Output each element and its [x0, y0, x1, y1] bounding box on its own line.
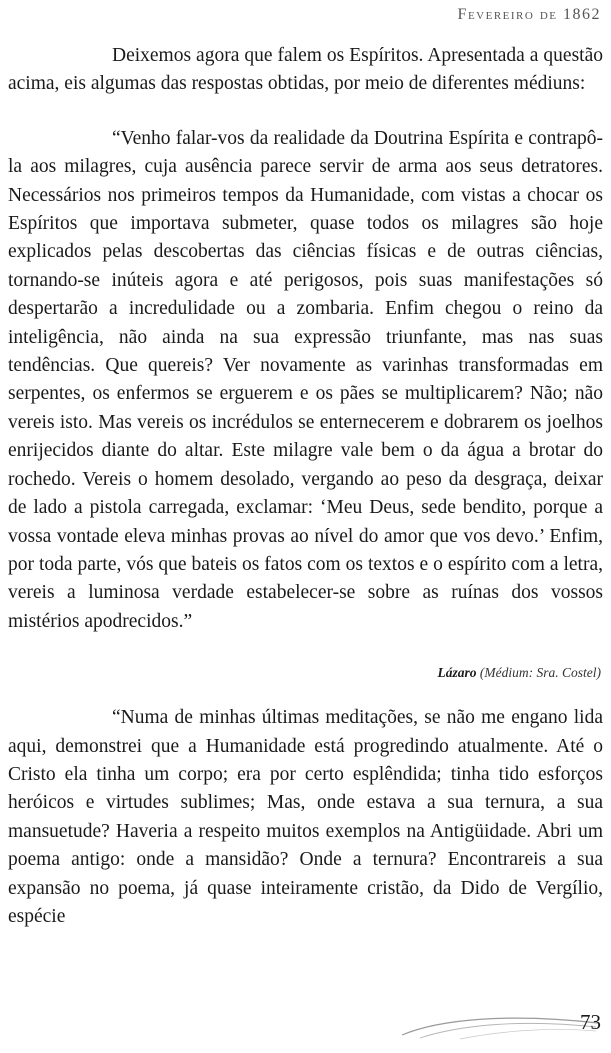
signature-line — [8, 662, 603, 684]
footer-swoosh-ornament — [400, 1005, 600, 1041]
paragraph-gap — [8, 684, 603, 704]
paragraph-gap — [8, 99, 603, 125]
quote-paragraph-2: “Numa de minhas últimas meditações, se não me engano lida aqui, demonstrei que a Humanidade está progredindo atualmente. Até o Cristo ela tinha um corpo; era por certo esplêndida; tinha tido esforços heróicos e virtudes sublimes; Mas, onde estava a sua ternura, a sua mansuetude? Haveria a respeito muitos exemplos na Antigüidade. Abri um poema antigo: onde a mansidão? Onde a ternura? Encontrareis a sua expansão no poema, já quase inteiramente cristão, da Dido de Vergílio, espécie — [8, 707, 603, 927]
page-body — [8, 42, 603, 931]
intro-paragraph: Deixemos agora que falem os Espíritos. Apresentada a questão acima, eis algumas das respostas obtidas, por meio de diferentes médiuns: — [8, 45, 603, 95]
signature-name: Lázaro — [437, 665, 477, 681]
running-header: Fevereiro de 1862 — [457, 6, 601, 23]
paragraph-gap — [8, 636, 603, 662]
quote-paragraph-1: “Venho falar-vos da realidade da Doutrina Espírita e contrapô-la aos milagres, cuja ausência parece servir de arma aos seus detratores. Necessários nos primeiros tempos da Humanidade, com vistas a chocar os Espíritos que importava submeter, quase todos os milagres são hoje explicados pelas descobertas das ciências físicas e de outras ciências, tornando-se inúteis agora e até perigosos, pois suas manifestações só despertarão a incredulidade ou a zombaria. Enfim chegou o reino da inteligência, não ainda na sua expressão triunfante, mas nas suas tendências. Que quereis? Ver novamente as varinhas transformadas em serpentes, os enfermos se erguerem e os pães se multiplicarem? Não; não vereis isto. Mas vereis os incrédulos se enternecerem e dobrarem os joelhos enrijecidos diante do altar. Este milagre vale bem o da água a brotar do rochedo. Vereis o homem desolado, vergando ao peso da desgraça, deixar de lado a pistola carregada, exclamar: ‘Meu Deus, sede bendito, porque a vossa vontade eleva minhas provas ao nível do amor que vos devo.’ Enfim, por toda parte, vós que bateis os fatos com os textos e o espírito com a letra, vereis a luminosa verdade estabelecer-se sobre as ruínas dos vossos mistérios apodrecidos.” — [8, 127, 603, 632]
page-number: 73 — [580, 1010, 601, 1034]
signature-medium: (Médium: Sra. Costel) — [479, 665, 601, 681]
